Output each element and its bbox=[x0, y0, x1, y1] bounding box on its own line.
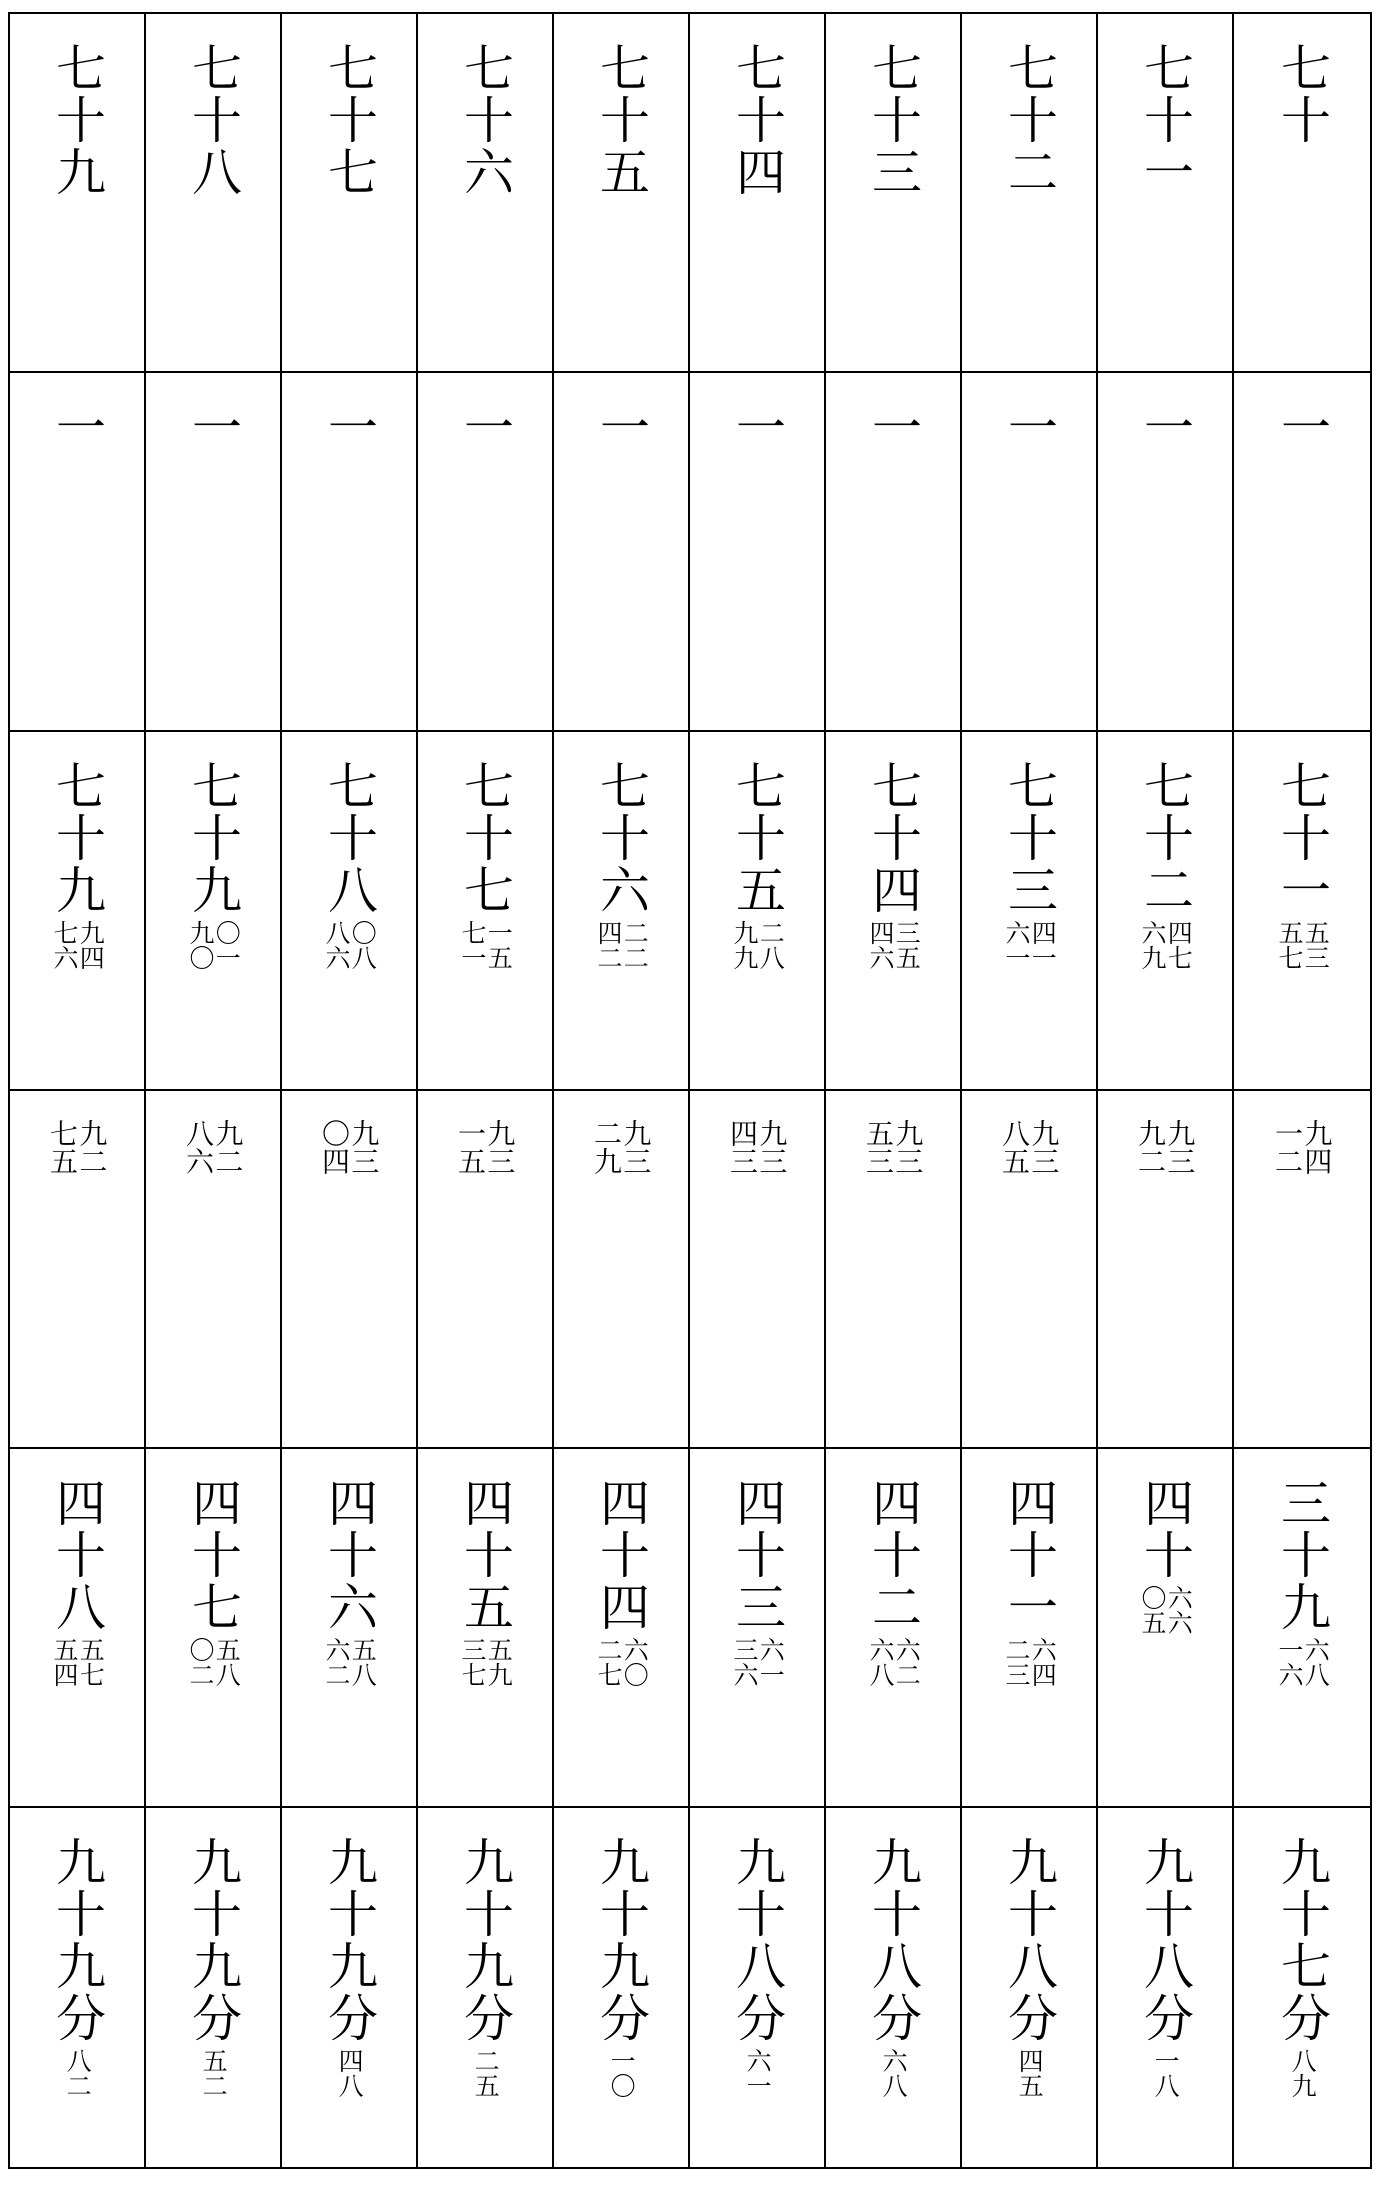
cell-sub-text: 四八 bbox=[335, 2048, 365, 2099]
cell-sub-text: 〇一 九〇 bbox=[186, 919, 242, 970]
table-cell-r2-c4 bbox=[554, 732, 690, 1091]
cell-main-text: 一 bbox=[1000, 400, 1058, 453]
table-cell-r2-c0 bbox=[10, 732, 146, 1091]
table-cell-r0-c0 bbox=[10, 14, 146, 373]
cell-main-text: 一 bbox=[1273, 400, 1331, 453]
table-cell-r0-c5 bbox=[690, 14, 826, 373]
cell-main-text: 七十四 bbox=[728, 42, 786, 198]
table-cell-r3-c9 bbox=[1234, 1091, 1370, 1450]
cell-main-text: 一 bbox=[320, 400, 378, 453]
cell-main-text: 七十三 bbox=[864, 42, 922, 198]
table-cell-r2-c2 bbox=[282, 732, 418, 1091]
table-cell-r4-c5 bbox=[690, 1449, 826, 1808]
table-cell-r1-c1 bbox=[146, 373, 282, 732]
table-cell-r4-c0 bbox=[10, 1449, 146, 1808]
cell-main-text: 七十八 bbox=[320, 759, 378, 916]
table-cell-r0-c1 bbox=[146, 14, 282, 373]
cell-sub-text: 九三 八五 bbox=[998, 1118, 1061, 1175]
cell-sub-text: 六二 六八 bbox=[866, 1637, 922, 1688]
cell-main-text: 四十一 bbox=[1000, 1477, 1058, 1634]
table-cell-r5-c4 bbox=[554, 1808, 690, 2167]
cell-sub-text: 九三 〇四 bbox=[318, 1118, 381, 1175]
cell-sub-text: 六一 三六 bbox=[730, 1637, 786, 1688]
cell-main-text: 七十七 bbox=[456, 759, 514, 916]
table-cell-r0-c7 bbox=[962, 14, 1098, 373]
cell-sub-text: 九四 七六 bbox=[50, 919, 106, 970]
table-cell-r3-c7 bbox=[962, 1091, 1098, 1450]
cell-main-text: 一 bbox=[1136, 400, 1194, 453]
cell-main-text: 一 bbox=[456, 400, 514, 453]
cell-sub-text: 四一 六一 bbox=[1002, 919, 1058, 970]
table-cell-r1-c7 bbox=[962, 373, 1098, 732]
cell-main-text: 四十六 bbox=[320, 1477, 378, 1634]
cell-sub-text: 一八 bbox=[1151, 2048, 1181, 2099]
cell-main-text: 九十九分 bbox=[320, 1836, 378, 2045]
cell-main-text: 七十九 bbox=[48, 759, 106, 916]
table-cell-r5-c6 bbox=[826, 1808, 962, 2167]
table-cell-r0-c8 bbox=[1098, 14, 1234, 373]
cell-main-text: 九十九分 bbox=[184, 1836, 242, 2045]
cell-main-text: 七十五 bbox=[592, 42, 650, 198]
cell-sub-text: 八二 bbox=[63, 2048, 93, 2099]
table-cell-r1-c6 bbox=[826, 373, 962, 732]
cell-main-text: 三十九 bbox=[1273, 1477, 1331, 1634]
table-cell-r1-c2 bbox=[282, 373, 418, 732]
table-cell-r0-c2 bbox=[282, 14, 418, 373]
cell-sub-text: 二五 bbox=[471, 2048, 501, 2099]
table-cell-r1-c5 bbox=[690, 373, 826, 732]
cell-main-text: 七十五 bbox=[728, 759, 786, 916]
table-cell-r3-c8 bbox=[1098, 1091, 1234, 1450]
table-cell-r5-c3 bbox=[418, 1808, 554, 2167]
cell-main-text: 七十 bbox=[1273, 42, 1331, 146]
cell-main-text: 九十八分 bbox=[728, 1836, 786, 2045]
table-cell-r2-c1 bbox=[146, 732, 282, 1091]
cell-sub-text: 五二 bbox=[199, 2048, 229, 2099]
cell-sub-text: 九三 九二 bbox=[1134, 1118, 1197, 1175]
table-cell-r2-c6 bbox=[826, 732, 962, 1091]
table-cell-r3-c0 bbox=[10, 1091, 146, 1450]
cell-sub-text: 六〇 二七 bbox=[594, 1637, 650, 1688]
cell-sub-text: 六四 二三 bbox=[1002, 1637, 1058, 1688]
cell-sub-text: 五八 六二 bbox=[322, 1637, 378, 1688]
table-cell-r1-c8 bbox=[1098, 373, 1234, 732]
cell-sub-text: 六八 一六 bbox=[1275, 1637, 1331, 1688]
cell-sub-text: 〇八 八六 bbox=[322, 919, 378, 970]
cell-main-text: 九十八分 bbox=[864, 1836, 922, 2045]
table-cell-r5-c0 bbox=[10, 1808, 146, 2167]
cell-main-text: 一 bbox=[864, 400, 922, 453]
table-cell-r3-c1 bbox=[146, 1091, 282, 1450]
cell-main-text: 七十六 bbox=[592, 759, 650, 916]
cell-sub-text: 三五 四六 bbox=[866, 919, 922, 970]
table-cell-r2-c8 bbox=[1098, 732, 1234, 1091]
table-cell-r0-c9 bbox=[1234, 14, 1370, 373]
cell-sub-text: 六一 bbox=[743, 2048, 773, 2099]
numeric-table bbox=[8, 12, 1372, 2169]
table-cell-r2-c9 bbox=[1234, 732, 1370, 1091]
table-cell-r4-c4 bbox=[554, 1449, 690, 1808]
cell-main-text: 四十四 bbox=[592, 1477, 650, 1634]
cell-main-text: 四十 bbox=[1136, 1477, 1194, 1582]
table-cell-r5-c8 bbox=[1098, 1808, 1234, 2167]
table-cell-r4-c1 bbox=[146, 1449, 282, 1808]
cell-sub-text: 九三 一五 bbox=[454, 1118, 517, 1175]
cell-main-text: 七十四 bbox=[864, 759, 922, 916]
cell-main-text: 四十七 bbox=[184, 1477, 242, 1634]
table-cell-r5-c5 bbox=[690, 1808, 826, 2167]
table-cell-r5-c7 bbox=[962, 1808, 1098, 2167]
cell-main-text: 一 bbox=[728, 400, 786, 453]
table-cell-r4-c2 bbox=[282, 1449, 418, 1808]
cell-sub-text: 四五 bbox=[1015, 2048, 1045, 2099]
cell-main-text: 九十八分 bbox=[1000, 1836, 1058, 2045]
cell-main-text: 七十九 bbox=[48, 42, 106, 198]
cell-sub-text: 一五 七一 bbox=[458, 919, 514, 970]
cell-main-text: 七十九 bbox=[184, 759, 242, 916]
table-cell-r4-c7 bbox=[962, 1449, 1098, 1808]
cell-main-text: 七十八 bbox=[184, 42, 242, 198]
cell-sub-text: 五三 五七 bbox=[1275, 919, 1331, 970]
cell-main-text: 四十三 bbox=[728, 1477, 786, 1634]
table-cell-r3-c4 bbox=[554, 1091, 690, 1450]
table-cell-r2-c5 bbox=[690, 732, 826, 1091]
table-cell-r3-c6 bbox=[826, 1091, 962, 1450]
table-cell-r1-c0 bbox=[10, 373, 146, 732]
cell-main-text: 四十五 bbox=[456, 1477, 514, 1634]
cell-main-text: 九十九分 bbox=[48, 1836, 106, 2045]
cell-main-text: 九十七分 bbox=[1273, 1836, 1331, 2045]
table-cell-r2-c7 bbox=[962, 732, 1098, 1091]
cell-main-text: 一 bbox=[48, 400, 106, 453]
cell-sub-text: 八九 bbox=[1288, 2048, 1318, 2099]
table-cell-r3-c2 bbox=[282, 1091, 418, 1450]
cell-main-text: 四十八 bbox=[48, 1477, 106, 1634]
cell-sub-text: 二八 九九 bbox=[730, 919, 786, 970]
cell-sub-text: 五八 〇二 bbox=[186, 1637, 242, 1688]
cell-main-text: 七十二 bbox=[1000, 42, 1058, 198]
cell-sub-text: 九二 八六 bbox=[182, 1118, 245, 1175]
cell-main-text: 七十六 bbox=[456, 42, 514, 198]
table-cell-r3-c5 bbox=[690, 1091, 826, 1450]
table-cell-r5-c1 bbox=[146, 1808, 282, 2167]
cell-sub-text: 六六 〇五 bbox=[1138, 1585, 1194, 1636]
table-cell-r1-c9 bbox=[1234, 373, 1370, 732]
cell-sub-text: 九三 二九 bbox=[590, 1118, 653, 1175]
cell-main-text: 七十一 bbox=[1136, 42, 1194, 198]
cell-sub-text: 五七 五四 bbox=[50, 1637, 106, 1688]
cell-main-text: 一 bbox=[184, 400, 242, 453]
cell-main-text: 七十七 bbox=[320, 42, 378, 198]
table-cell-r4-c6 bbox=[826, 1449, 962, 1808]
cell-sub-text: 九三 四三 bbox=[726, 1118, 789, 1175]
table-cell-r3-c3 bbox=[418, 1091, 554, 1450]
cell-main-text: 七十三 bbox=[1000, 759, 1058, 916]
table-cell-r4-c3 bbox=[418, 1449, 554, 1808]
table-cell-r1-c3 bbox=[418, 373, 554, 732]
cell-main-text: 七十二 bbox=[1136, 759, 1194, 916]
cell-main-text: 七十一 bbox=[1273, 759, 1331, 916]
cell-main-text: 九十九分 bbox=[456, 1836, 514, 2045]
cell-sub-text: 九二 七五 bbox=[46, 1118, 109, 1175]
cell-main-text: 九十八分 bbox=[1136, 1836, 1194, 2045]
cell-sub-text: 五九 三七 bbox=[458, 1637, 514, 1688]
table-cell-r0-c6 bbox=[826, 14, 962, 373]
table-cell-r4-c9 bbox=[1234, 1449, 1370, 1808]
cell-sub-text: 一〇 bbox=[607, 2048, 637, 2099]
cell-sub-text: 二二 四二 bbox=[594, 919, 650, 970]
table-cell-r0-c3 bbox=[418, 14, 554, 373]
table-cell-r2-c3 bbox=[418, 732, 554, 1091]
cell-sub-text: 六八 bbox=[879, 2048, 909, 2099]
cell-sub-text: 九三 五三 bbox=[862, 1118, 925, 1175]
cell-main-text: 一 bbox=[592, 400, 650, 453]
table-cell-r1-c4 bbox=[554, 373, 690, 732]
cell-sub-text: 九四 一二 bbox=[1271, 1118, 1334, 1175]
cell-sub-text: 四七 六九 bbox=[1138, 919, 1194, 970]
cell-main-text: 九十九分 bbox=[592, 1836, 650, 2045]
table-cell-r5-c9 bbox=[1234, 1808, 1370, 2167]
table-cell-r4-c8 bbox=[1098, 1449, 1234, 1808]
table-cell-r0-c4 bbox=[554, 14, 690, 373]
table-cell-r5-c2 bbox=[282, 1808, 418, 2167]
cell-main-text: 四十二 bbox=[864, 1477, 922, 1634]
